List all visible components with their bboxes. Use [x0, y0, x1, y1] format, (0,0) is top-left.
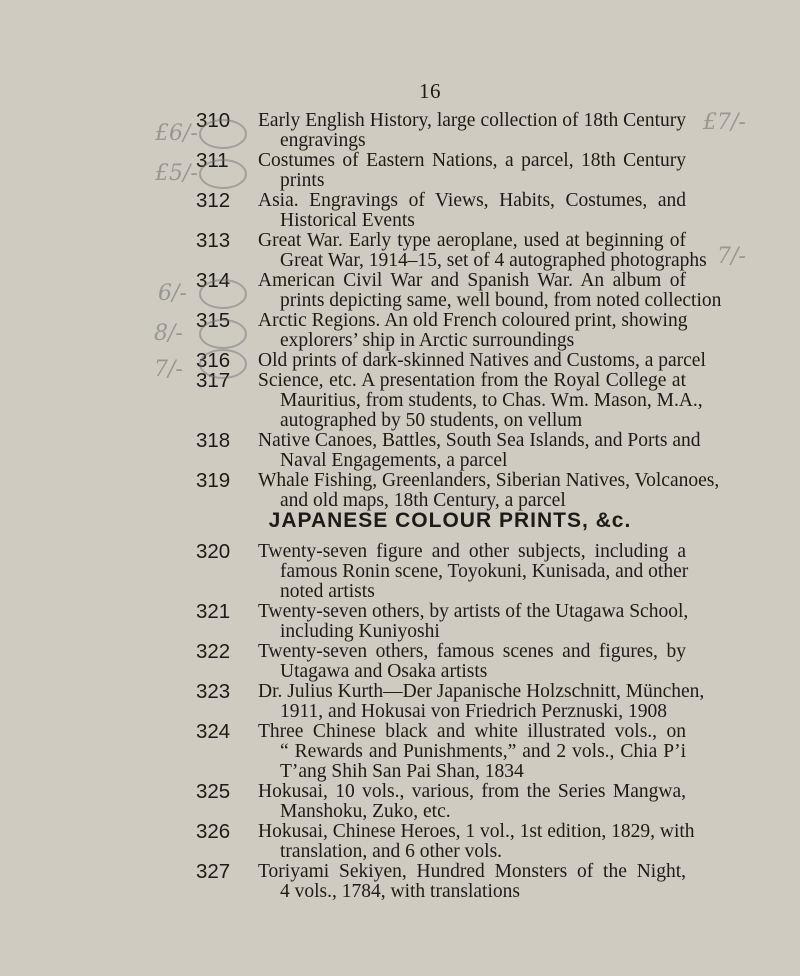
lot-line: translation, and 6 other vols. [280, 841, 503, 862]
lot-number: 318 [196, 429, 231, 452]
lot-line: Early English History, large collection of 18th Century [258, 110, 686, 131]
lot-description [258, 111, 686, 151]
lot-description [258, 722, 686, 782]
handwritten-price: 8/- [154, 321, 183, 346]
lot-description [258, 541, 689, 602]
lot-line: Hokusai, Chinese Heroes, 1 vol., 1st edition, 1829, with [258, 821, 695, 842]
lot-line: 1911, and Hokusai von Friedrich Perznuski, 1908 [280, 701, 668, 722]
lot-number: 310 [196, 109, 231, 132]
lot-line: Arctic Regions. An old French coloured print, showing [258, 310, 688, 331]
lot-line: Historical Events [280, 210, 415, 231]
handwritten-price: £7/- [703, 110, 746, 135]
lot-line: Great War, 1914–15, set of 4 autographed photographs [280, 250, 707, 271]
lot-description [258, 311, 686, 351]
lot-number: 315 [196, 309, 231, 332]
lot-number: 319 [196, 469, 231, 492]
lot-line: Twenty-seven others, by artists of the Utagawa School, [258, 601, 689, 622]
lot-line: Twenty-seven figure and other subjects, including a [258, 541, 686, 562]
lot-description [258, 642, 686, 682]
lot-line: prints depicting same, well bound, from noted collection [280, 290, 722, 311]
lot-line: Asia. Engravings of Views, Habits, Costumes, and [258, 190, 686, 211]
lot-number: 320 [196, 540, 231, 563]
lot-line: 4 vols., 1784, with translations [280, 881, 520, 902]
lot-description [258, 430, 701, 471]
lot-number: 322 [196, 640, 231, 663]
lot-description [258, 151, 686, 191]
lot-line: Toriyami Sekiyen, Hundred Monsters of the Night, [258, 861, 686, 882]
lot-line: including Kuniyoshi [280, 621, 440, 642]
lot-line: engravings [280, 130, 366, 151]
handwritten-price: 7/- [717, 244, 746, 269]
lot-line: Whale Fishing, Greenlanders, Siberian Natives, Volcanoes, [258, 470, 720, 491]
lot-line: Mauritius, from students, to Chas. Wm. Mason, M.A., [280, 390, 703, 411]
lot-line: American Civil War and Spanish War. An album of [258, 270, 686, 291]
lot-line: noted artists [280, 581, 375, 602]
lot-number: 317 [196, 369, 231, 392]
lot-line: Manshoku, Zuko, etc. [280, 801, 451, 822]
pencil-circle [199, 319, 247, 349]
lot-line: autographed by 50 students, on vellum [280, 410, 583, 431]
lot-number: 326 [196, 820, 231, 843]
lot-line: prints [280, 170, 325, 191]
lot-description [258, 681, 705, 722]
lot-line: Native Canoes, Battles, South Sea Islands, and Ports and [258, 430, 701, 451]
lot-number: 321 [196, 600, 231, 623]
lot-line: Science, etc. A presentation from the Royal College at [258, 370, 686, 391]
lot-description [258, 350, 706, 371]
page-number: 16 [419, 79, 441, 103]
lot-line: Utagawa and Osaka artists [280, 661, 488, 682]
lot-description [258, 601, 689, 642]
pencil-circle [199, 159, 247, 189]
lot-line: “ Rewards and Punishments,” and 2 vols., Chia P’i [280, 741, 686, 762]
handwritten-price: £5/- [155, 161, 198, 186]
handwritten-price: £6/- [155, 121, 198, 146]
lot-line: Three Chinese black and white illustrated vols., on [258, 721, 686, 742]
lot-number: 312 [196, 189, 231, 212]
lot-line: famous Ronin scene, Toyokuni, Kunisada, and other [280, 561, 689, 582]
lot-line: Hokusai, 10 vols., various, from the Series Mangwa, [258, 781, 686, 802]
pencil-circle [199, 349, 247, 379]
lot-description [258, 782, 686, 822]
lot-number: 325 [196, 780, 231, 803]
lot-line: Twenty-seven others, famous scenes and figures, by [258, 641, 686, 662]
lot-description [258, 230, 707, 271]
lot-line: explorers’ ship in Arctic surroundings [280, 330, 575, 351]
handwritten-price: 7/- [154, 357, 183, 382]
pencil-circle [199, 279, 247, 309]
lot-line: and old maps, 18th Century, a parcel [280, 490, 566, 511]
lot-description [258, 191, 686, 231]
lot-description [258, 470, 720, 511]
lot-description [258, 270, 722, 311]
lot-number: 323 [196, 680, 231, 703]
lot-description [258, 370, 703, 431]
lot-line: T’ang Shih San Pai Shan, 1834 [280, 761, 524, 782]
lot-line: Costumes of Eastern Nations, a parcel, 18th Century [258, 150, 686, 171]
lot-line: Naval Engagements, a parcel [280, 450, 508, 471]
lot-number: 316 [196, 349, 231, 372]
lot-number: 314 [196, 269, 231, 292]
lot-number: 327 [196, 860, 231, 883]
lot-description [258, 821, 695, 862]
lot-line: Dr. Julius Kurth—Der Japanische Holzschnitt, München, [258, 681, 705, 702]
lot-number: 311 [196, 149, 229, 172]
handwritten-price: 6/- [158, 281, 187, 306]
lot-line: Great War. Early type aeroplane, used at beginning of [258, 230, 686, 251]
pencil-circle [199, 119, 247, 149]
lot-number: 313 [196, 229, 231, 252]
section-heading: JAPANESE COLOUR PRINTS, &c. [268, 509, 632, 532]
lot-number: 324 [196, 720, 231, 743]
lot-line: Old prints of dark-skinned Natives and Customs, a parcel [258, 350, 706, 371]
lot-description [258, 862, 686, 902]
